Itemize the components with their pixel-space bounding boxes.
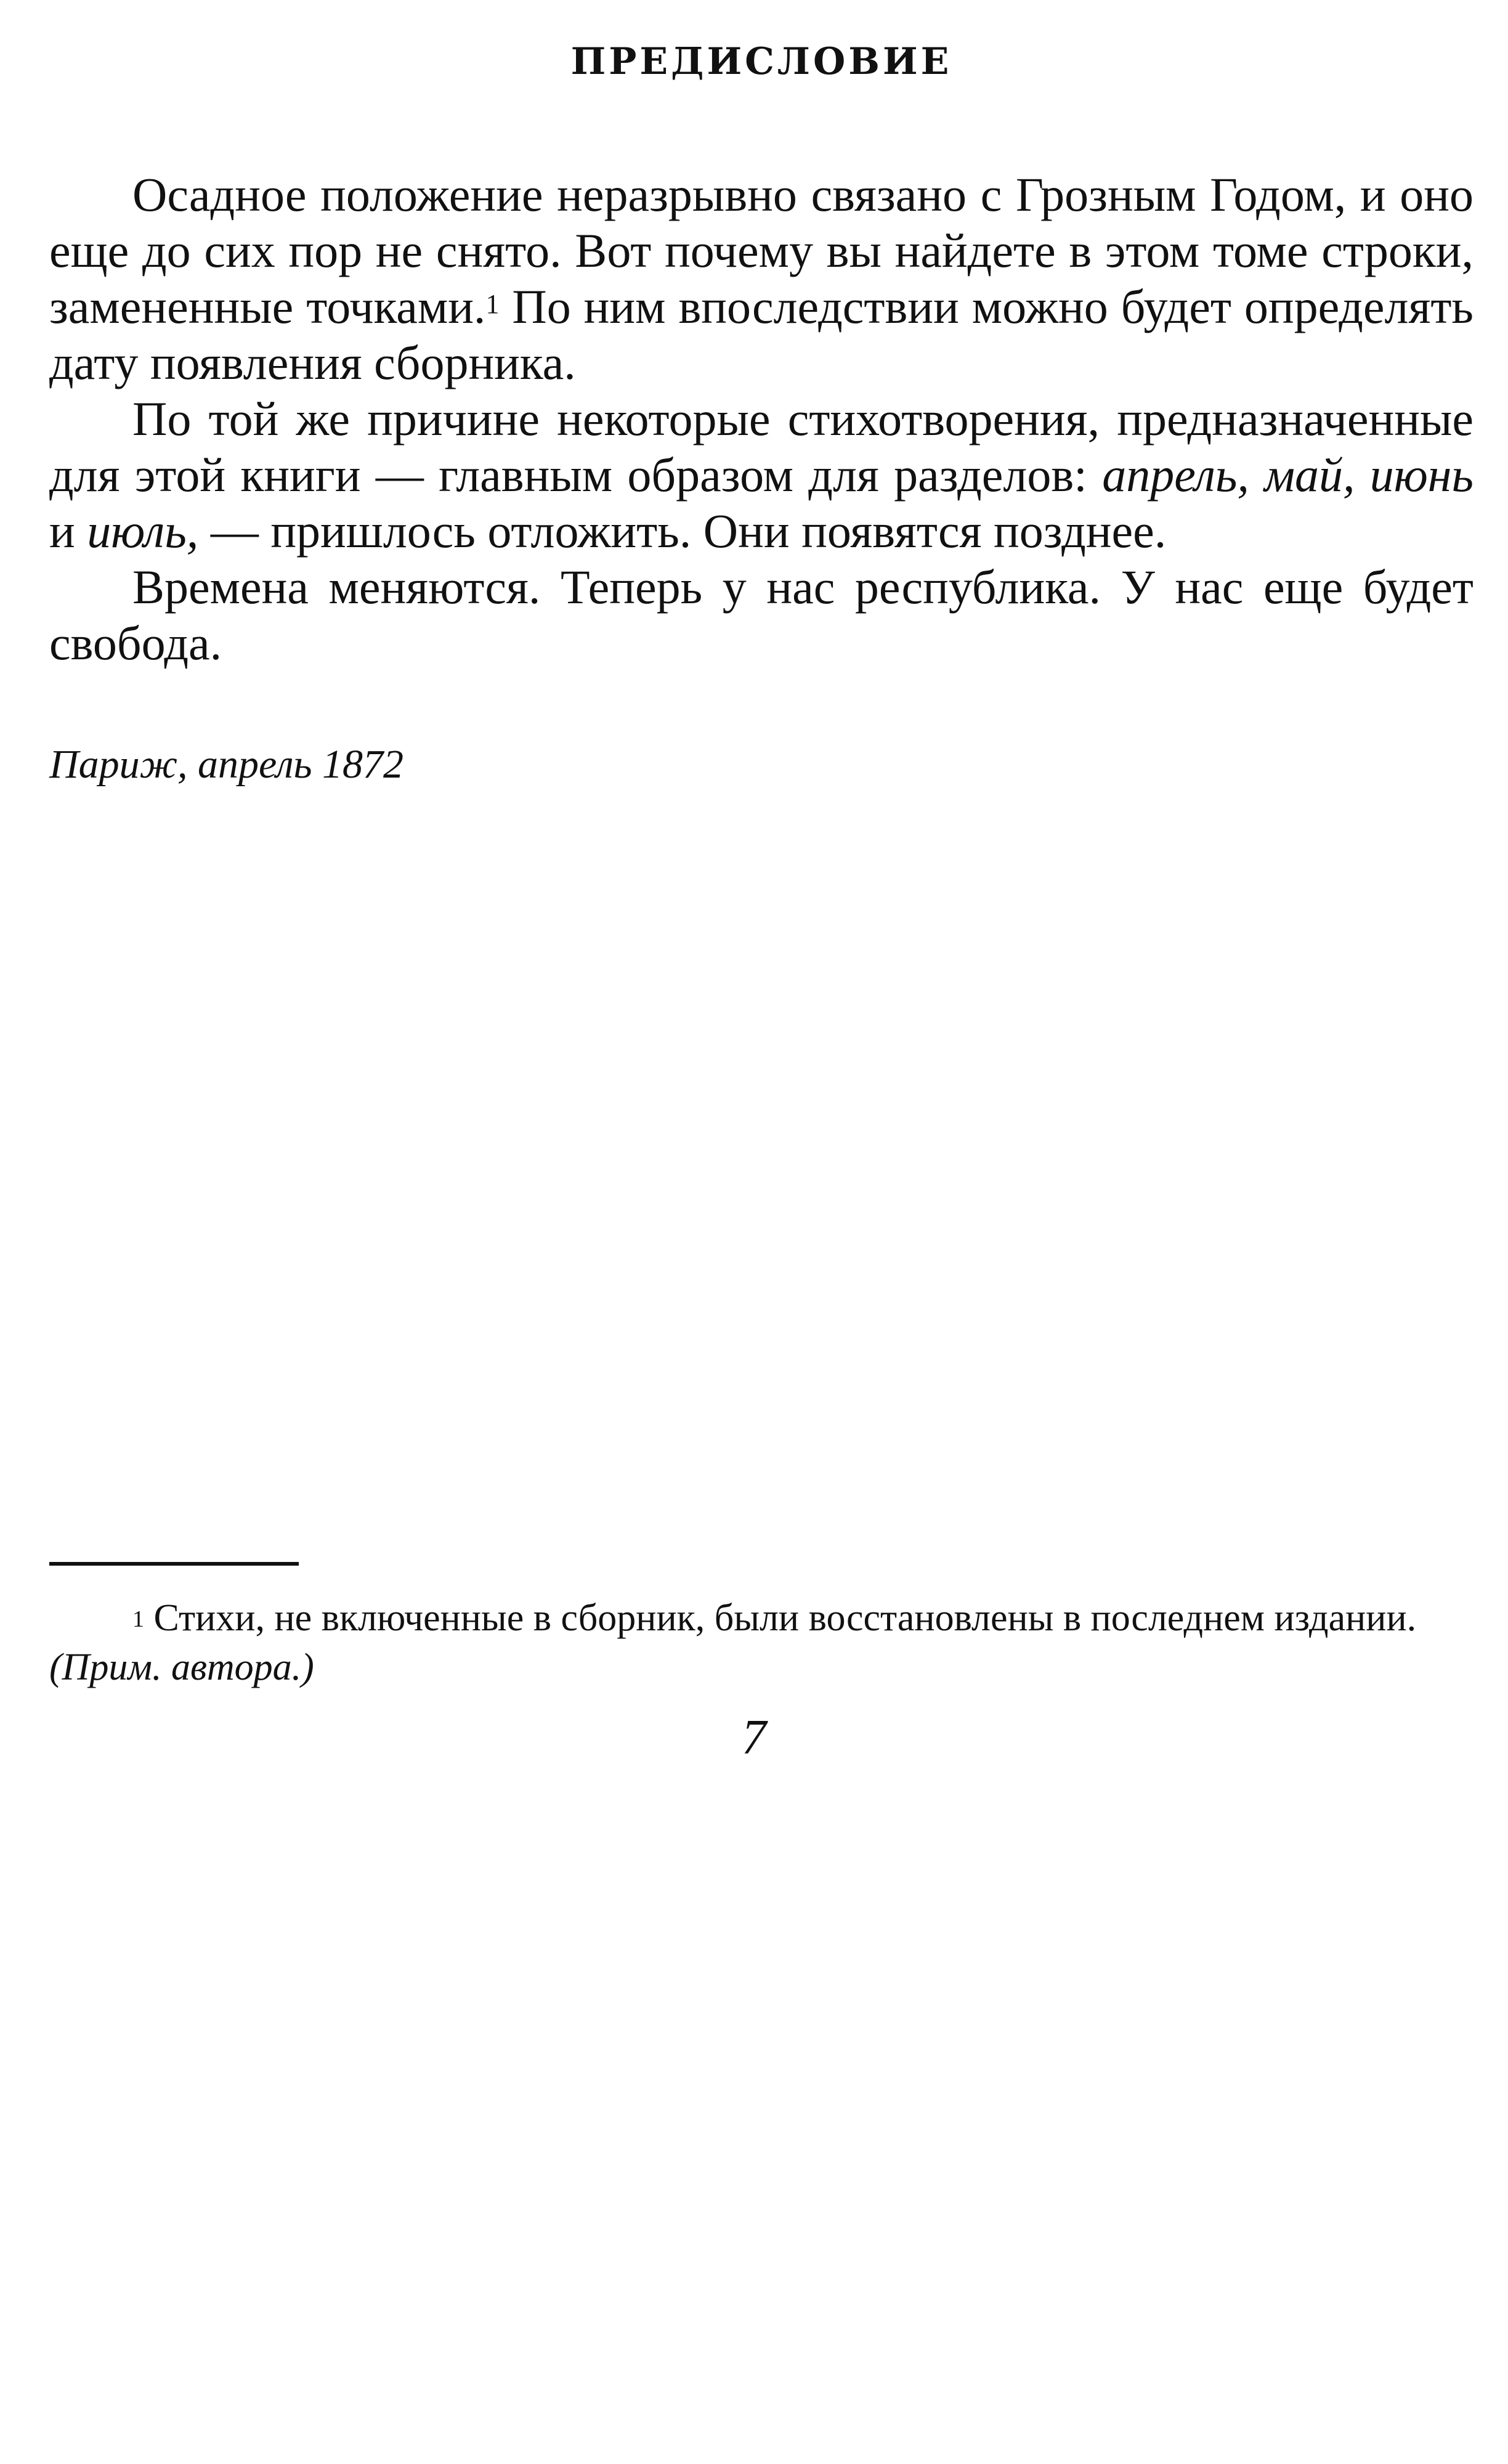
footnote-mark: 1 bbox=[132, 1606, 144, 1632]
paragraph-2-text-b: и bbox=[49, 504, 87, 558]
footnote-divider bbox=[49, 1562, 299, 1566]
paragraph-2 bbox=[49, 391, 1474, 559]
paragraph-1-text-b: По ним впоследствии можно будет определять дату появления сборника. bbox=[49, 280, 1474, 389]
paragraph-1 bbox=[49, 166, 1474, 391]
paragraph-2-italic-months: апрель, май, июнь bbox=[1102, 448, 1474, 502]
paragraph-1-text-a: Осадное положение неразрывно связано с Грозным Годом, и оно еще до сих пор не снято. Вот почему вы найдете в этом томе строки, замененные точками. bbox=[49, 168, 1474, 333]
paragraph-2-italic-july: июль, bbox=[87, 504, 199, 558]
footnote bbox=[49, 1593, 1466, 1692]
paragraph-3: Времена меняются. Теперь у нас республика. У нас еще будет свобода. bbox=[49, 560, 1474, 670]
footnote-reference[interactable]: 1 bbox=[485, 289, 500, 319]
paragraph-2-text-c: — пришлось отложить. Они появятся позднее. bbox=[198, 504, 1167, 558]
page-number: 7 bbox=[742, 1710, 766, 1765]
page-content bbox=[49, 31, 1474, 789]
page-title: ПРЕДИСЛОВИЕ bbox=[570, 40, 952, 83]
footnote-text: Стихи, не включенные в сборник, были восстановлены в последнем издании. bbox=[144, 1597, 1417, 1639]
signature-place-date: Париж, апрель 1872 bbox=[49, 742, 404, 787]
paragraph-2-text-a: По той же причине некоторые стихотворения, предназначенные для этой книги — главным образом для разделов: bbox=[49, 392, 1474, 502]
preface-body bbox=[49, 166, 1474, 671]
footnote-author-note: (Прим. автора.) bbox=[49, 1646, 314, 1688]
